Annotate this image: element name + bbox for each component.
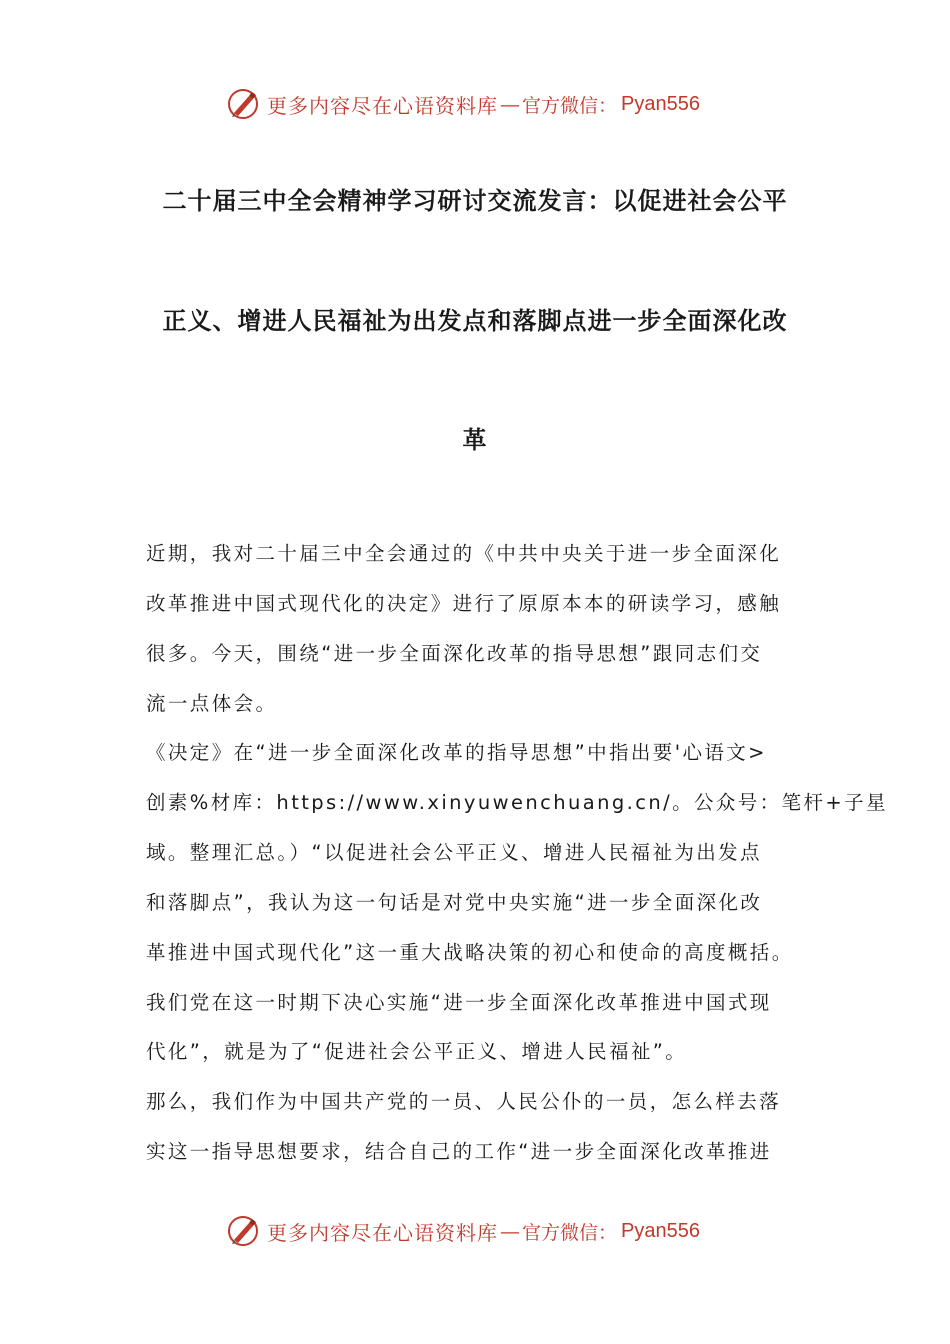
body-line: 创素%材库：https://www.xinyuwenchuang.cn/。公众号：笔杆+子星 [146,791,888,814]
title-line-3: 革 [462,426,488,454]
body-line: 改革推进中国式现代化的决定》进行了原原本本的研读学习，感触 [146,592,782,615]
title-line-2: 正义、增进人民福祉为出发点和落脚点进一步全面深化改 [162,307,788,335]
body-line: 和落脚点”，我认为这一句话是对党中央实施“进一步全面深化改 [146,891,763,914]
footer-wechat-id: Pyan556 [621,1219,700,1242]
pen-logo-icon [225,1213,261,1249]
body-line: 代化”，就是为了“促进社会公平正义、增进人民福祉”。 [146,1040,688,1063]
body-line: 域。整理汇总。）“以促进社会公平正义、增进人民福祉为出发点 [146,841,762,864]
body-line: 流一点体会。 [146,692,278,715]
header-banner-text: 更多内容尽在心语资料库 [267,93,498,118]
body-line: 那么，我们作为中国共产党的一员、人民公仆的一员，怎么样去落 [146,1090,782,1113]
footer-banner-dash: — [500,1219,520,1243]
body-line: 很多。今天，围绕“进一步全面深化改革的指导思想”跟同志们交 [146,642,763,665]
title-line-1: 二十届三中全会精神学习研讨交流发言：以促进社会公平 [162,187,788,215]
body-line: 近期，我对二十届三中全会通过的《中共中央关于进一步全面深化 [146,542,782,565]
header-wechat-id: Pyan556 [621,92,700,115]
footer-banner-text: 更多内容尽在心语资料库 [267,1220,498,1245]
header-wechat-label: 官方微信： [522,94,618,117]
pen-logo-icon [225,86,261,122]
body-line: 《决定》在“进一步全面深化改革的指导思想”中指出要'心语文> [146,741,767,764]
header-banner [225,84,745,124]
body-line: 我们党在这一时期下决心实施“进一步全面深化改革推进中国式现 [146,991,772,1014]
body-line: 革推进中国式现代化”这一重大战略决策的初心和使命的高度概括。 [146,941,794,964]
header-banner-dash: — [500,92,520,116]
footer-banner [225,1211,745,1251]
footer-wechat-label: 官方微信： [522,1221,618,1244]
body-line: 实这一指导思想要求，结合自己的工作“进一步全面深化改革推进 [146,1140,772,1163]
